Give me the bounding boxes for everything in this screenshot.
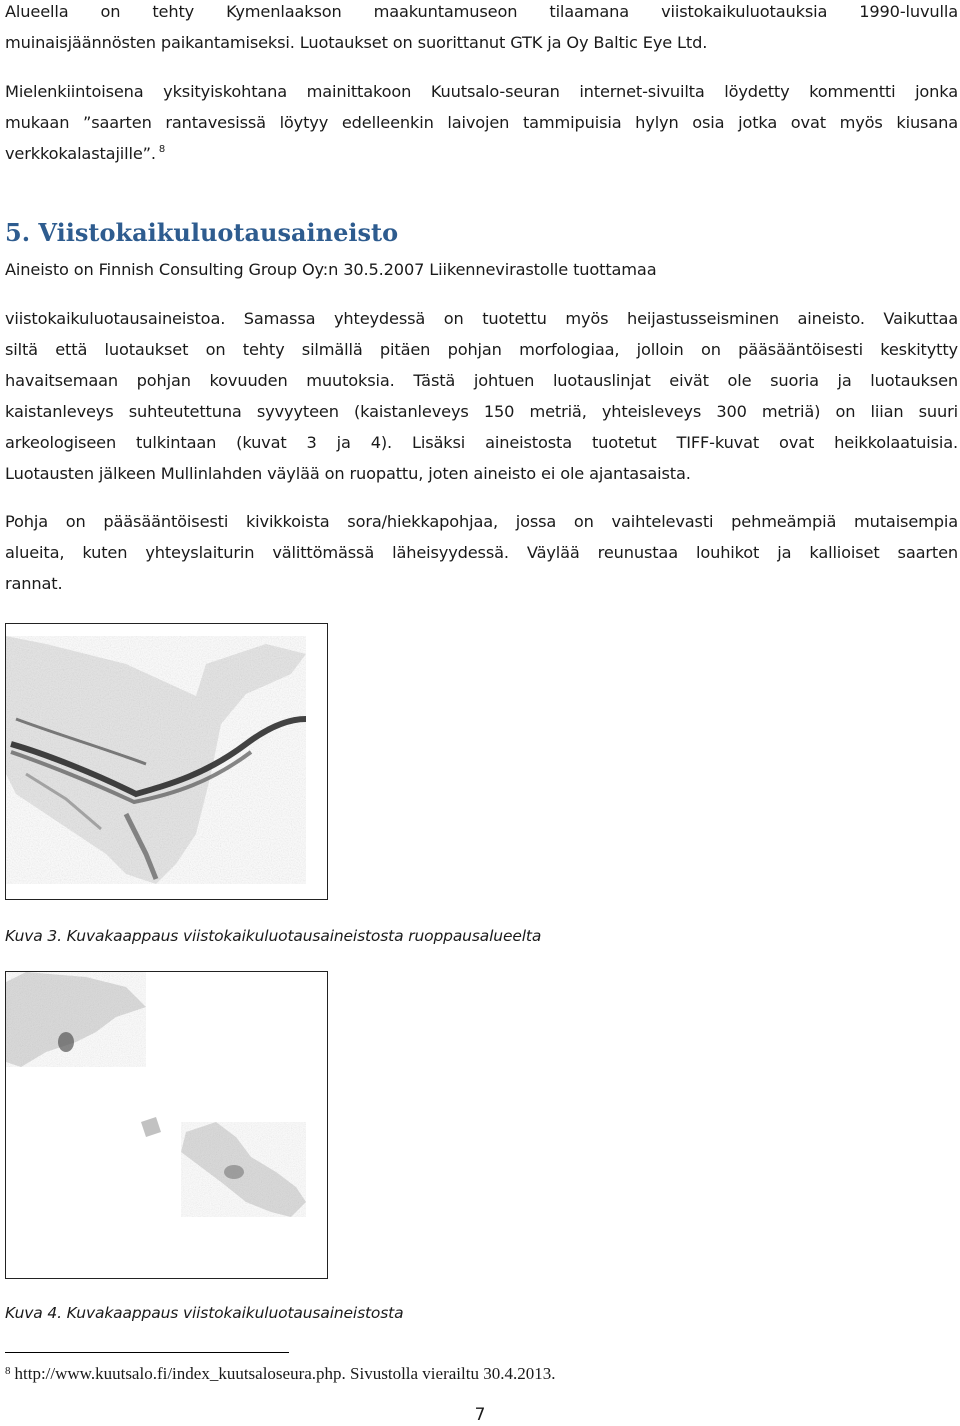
sonar-image-overview [5,971,328,1279]
paragraph-intro [5,0,958,58]
paragraph-line: mukaan ”saarten rantavesissä löytyy edelleenkin laivojen tammipuisia hylyn osia jotka ovat myös kiusana [5,113,958,132]
paragraph-line-text: verkkokalastajille”. [5,144,156,163]
paragraph-line: rannat. [5,574,63,593]
paragraph-line [5,138,958,169]
paragraph-line: Luotausten jälkeen Mullinlahden väylää on ruopattu, joten aineisto ei ole ajantasaista. [5,464,691,483]
paragraph-dataset [5,303,958,489]
figure3-caption: Kuva 3. Kuvakaappaus viistokaikuluotausaineistosta ruoppausalueelta [5,927,542,945]
paragraph-seabed [5,506,958,599]
footnote-text: http://www.kuutsalo.fi/index_kuutsaloseura.php. Sivustolla vierailtu 30.4.2013. [14,1364,556,1383]
section-subline: Aineisto on Finnish Consulting Group Oy:n 30.5.2007 Liikennevirastolle tuottamaa [5,260,657,279]
paragraph-line: Mielenkiintoisena yksityiskohtana mainittakoon Kuutsalo-seuran internet-sivuilta löydetty kommentti jonka [5,82,958,101]
section-heading: 5. Viistokaikuluotausaineisto [5,218,399,247]
paragraph-line: muinaisjäännösten paikantamiseksi. Luotaukset on suorittanut GTK ja Oy Baltic Eye Ltd. [5,33,708,52]
footnote [5,1360,555,1388]
paragraph-line: havaitsemaan pohjan kovuuden muutoksia. Tästä johtuen luotauslinjat eivät ole suoria ja luotauksen [5,371,958,390]
paragraph-line: Pohja on pääsääntöisesti kivikkoista sora/hiekkapohjaa, jossa on vaihtelevasti pehmeämpiä mutaisempia [5,512,958,531]
paragraph-line: Alueella on tehty Kymenlaakson maakuntamuseon tilaamana viistokaikuluotauksia 1990-luvulla [5,2,958,21]
sonar-image-dredging-area [5,623,328,900]
footnote-divider [5,1352,289,1353]
sonar-overview-graphic [6,972,327,1278]
paragraph-line: viistokaikuluotausaineistoa. Samassa yhteydessä on tuotettu myös heijastusseisminen aineisto. Vaikuttaa [5,309,958,328]
paragraph-comment [5,76,958,169]
paragraph-line: siltä että luotaukset on tehty silmällä pitäen pohjan morfologiaa, jolloin on pääsääntöisesti keskitytty [5,340,958,359]
paragraph-line: kaistanleveys suhteutettuna syvyyteen (kaistanleveys 150 metriä, yhteisleveys 300 metriä) on liian suuri [5,402,958,421]
figure4-caption: Kuva 4. Kuvakaappaus viistokaikuluotausaineistosta [5,1304,404,1322]
footnote-reference: 8 [158,144,166,155]
footnote-number: 8 [5,1365,11,1377]
sonar-mosaic-graphic [6,624,327,899]
page-number: 7 [474,1405,486,1425]
paragraph-line: arkeologiseen tulkintaan (kuvat 3 ja 4). Lisäksi aineistosta tuotetut TIFF-kuvat ovat heikkolaatuisia. [5,433,958,452]
paragraph-line: alueita, kuten yhteyslaiturin välittömässä läheisyydessä. Väylää reunustaa louhikot ja kallioiset saarten [5,543,958,562]
